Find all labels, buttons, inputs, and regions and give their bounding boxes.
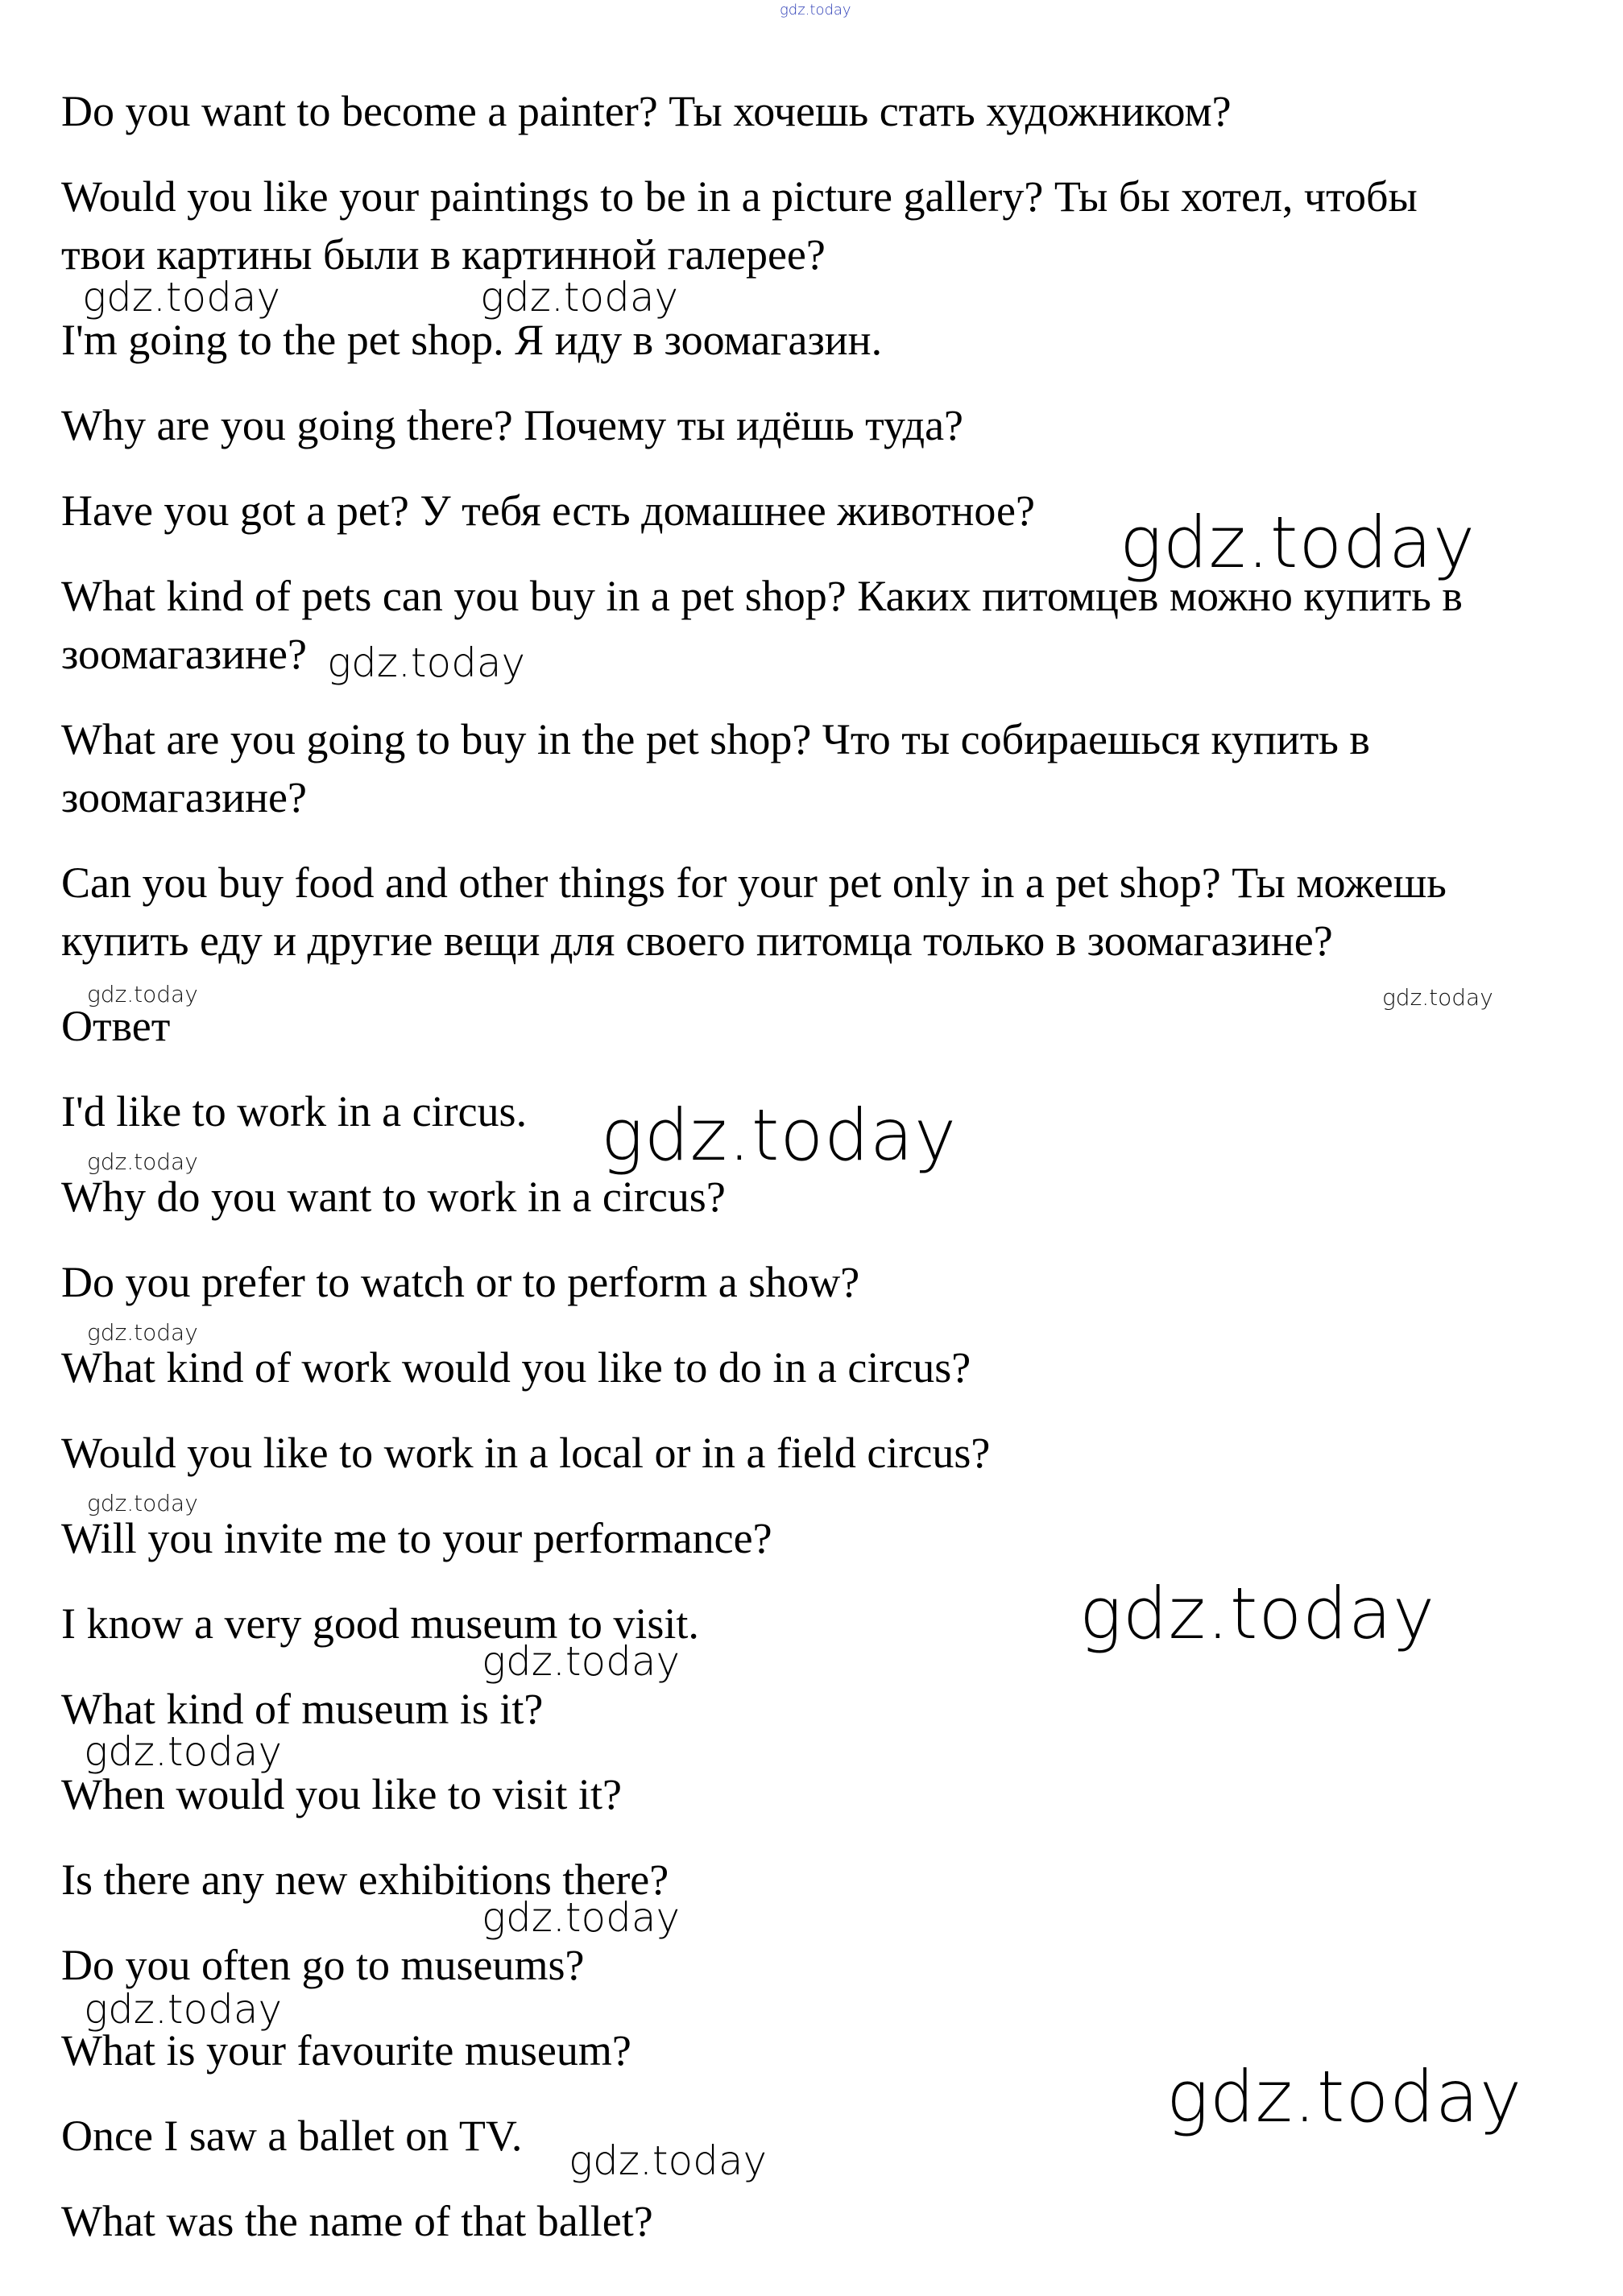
watermark: gdz.today bbox=[87, 981, 198, 1007]
text-line: What kind of work would you like to do in a circus? bbox=[61, 1343, 971, 1392]
text-line: Do you often go to museums? bbox=[61, 1941, 585, 1989]
text-line: Why are you going there? Почему ты идёшь туда? bbox=[61, 401, 963, 449]
text-line: I'm going to the pet shop. Я иду в зоомагазин. bbox=[61, 316, 883, 364]
text-line: When would you like to visit it? bbox=[61, 1770, 622, 1818]
text-line: Have you got a pet? У тебя есть домашнее животное? bbox=[61, 486, 1035, 535]
text-line: What kind of pets can you buy in a pet shop? Каких питомцев можно купить в bbox=[61, 572, 1463, 620]
watermark-top: gdz.today bbox=[780, 2, 851, 19]
watermark: gdz.today bbox=[601, 1094, 958, 1177]
watermark: gdz.today bbox=[569, 2137, 768, 2184]
text-line: What are you going to buy in the pet shop? Что ты собираешься купить в bbox=[61, 715, 1370, 763]
watermark: gdz.today bbox=[1079, 1572, 1436, 1655]
text-line: зоомагазине? bbox=[61, 773, 307, 821]
text-line: What was the name of that ballet? bbox=[61, 2197, 653, 2245]
watermark: gdz.today bbox=[482, 1638, 681, 1685]
watermark: gdz.today bbox=[1120, 501, 1476, 584]
text-line: Can you buy food and other things for your pet only in a pet shop? Ты можешь bbox=[61, 858, 1447, 907]
watermark: gdz.today bbox=[87, 1319, 198, 1346]
watermark: gdz.today bbox=[87, 1148, 198, 1175]
text-line: твои картины были в картинной галерее? bbox=[61, 230, 826, 279]
text-line: Do you prefer to watch or to perform a show? bbox=[61, 1258, 860, 1306]
answer-heading: Ответ bbox=[61, 1002, 171, 1050]
watermark: gdz.today bbox=[1382, 984, 1493, 1011]
text-line: I know a very good museum to visit. bbox=[61, 1599, 699, 1648]
text-line: зоомагазине? bbox=[61, 630, 307, 678]
text-line: Would you like to work in a local or in a field circus? bbox=[61, 1429, 991, 1477]
text-line: I'd like to work in a circus. bbox=[61, 1087, 528, 1136]
text-line: What is your favourite museum? bbox=[61, 2026, 631, 2075]
text-line: Do you want to become a painter? Ты хочешь стать художником? bbox=[61, 87, 1232, 135]
watermark: gdz.today bbox=[84, 1728, 283, 1775]
watermark: gdz.today bbox=[87, 1490, 198, 1516]
text-line: Why do you want to work in a circus? bbox=[61, 1173, 726, 1221]
watermark: gdz.today bbox=[482, 1894, 681, 1941]
watermark: gdz.today bbox=[327, 639, 526, 686]
text-line: Will you invite me to your performance? bbox=[61, 1514, 772, 1562]
watermark: gdz.today bbox=[480, 274, 679, 321]
watermark: gdz.today bbox=[1166, 2055, 1523, 2138]
text-line: Is there any new exhibitions there? bbox=[61, 1855, 669, 1904]
text-line: Would you like your paintings to be in a picture gallery? Ты бы хотел, чтобы bbox=[61, 172, 1418, 221]
text-line: Once I saw a ballet on TV. bbox=[61, 2112, 523, 2160]
watermark: gdz.today bbox=[82, 274, 281, 321]
text-line: What kind of museum is it? bbox=[61, 1685, 544, 1733]
text-line: купить еду и другие вещи для своего питомца только в зоомагазине? bbox=[61, 916, 1333, 965]
watermark: gdz.today bbox=[84, 1986, 283, 2033]
